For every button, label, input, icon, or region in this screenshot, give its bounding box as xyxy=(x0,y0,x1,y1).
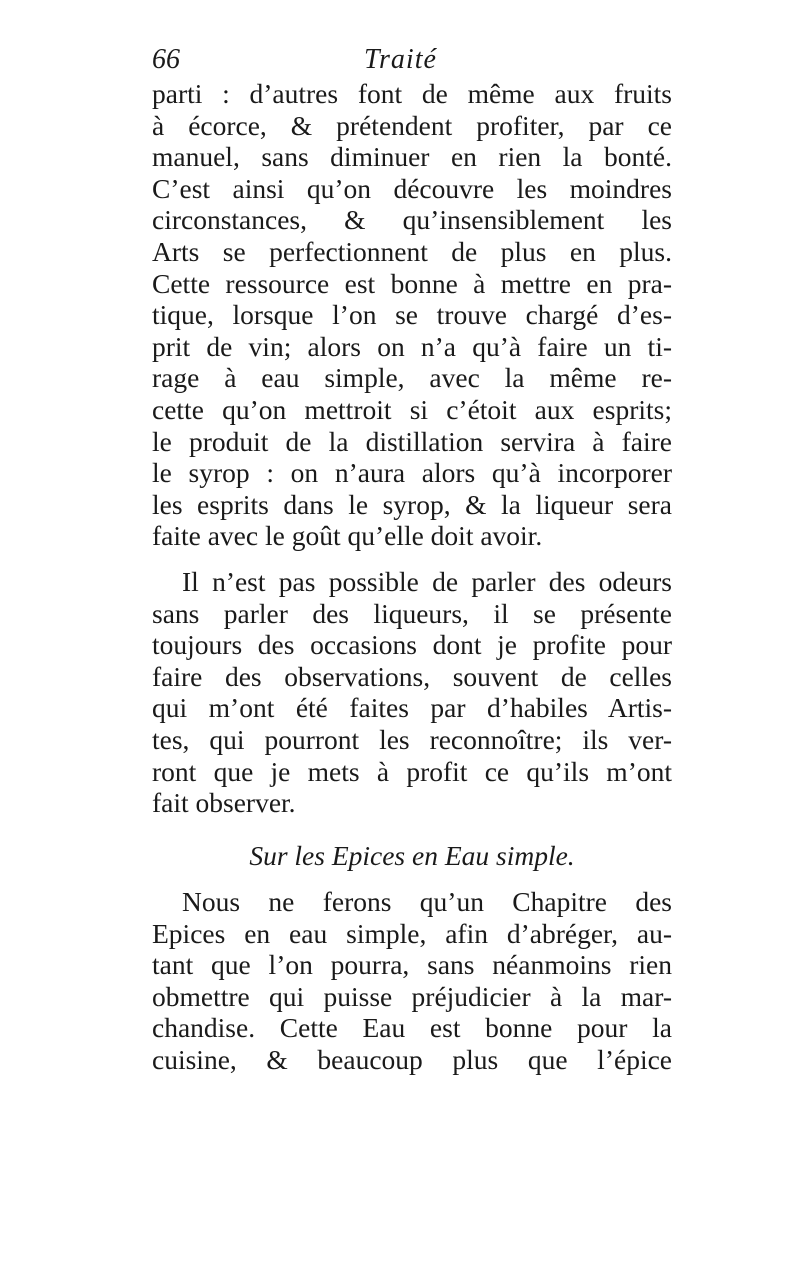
text-line: chandise. Cette Eau est bonne pour la xyxy=(152,1012,672,1044)
text-line: tique, lorsque l’on se trouve chargé d’es- xyxy=(152,299,672,331)
section-heading: Sur les Epices en Eau simple. xyxy=(249,840,575,871)
page-number: 66 xyxy=(152,44,180,75)
running-title: Traité xyxy=(364,44,437,75)
text-line: manuel, sans diminuer en rien la bonté. xyxy=(152,141,672,173)
text-line: rage à eau simple, avec la même re- xyxy=(152,362,672,394)
text-line: Nous ne ferons qu’un Chapitre des xyxy=(182,886,672,917)
text-line: les esprits dans le syrop, & la liqueur sera xyxy=(152,488,672,520)
text-line: parti : d’autres font de même aux fruits xyxy=(152,78,672,109)
text-line: C’est ainsi qu’on découvre les moindres xyxy=(152,172,672,204)
text-line: cette qu’on mettroit si c’étoit aux esprits; xyxy=(152,393,672,425)
text-line: Il n’est pas possible de parler des odeurs xyxy=(182,566,672,597)
text-line: obmettre qui puisse préjudicier à la mar- xyxy=(152,980,672,1012)
text-line: qui m’ont été faites par d’habiles Artis- xyxy=(152,692,672,724)
text-line: le syrop : on n’aura alors qu’à incorporer xyxy=(152,457,672,489)
text-line: Epices en eau simple, afin d’abréger, au- xyxy=(152,917,672,949)
paragraph xyxy=(152,886,672,1076)
text-line: Arts se perfectionnent de plus en plus. xyxy=(152,235,672,267)
text-line: circonstances, & qu’insensiblement les xyxy=(152,204,672,236)
text-line: toujours des occasions dont je profite pour xyxy=(152,629,672,661)
text-line: tes, qui pourront les reconnoître; ils ver- xyxy=(152,723,672,755)
text-line: prit de vin; alors on n’a qu’à faire un ti- xyxy=(152,330,672,362)
text-line: Cette ressource est bonne à mettre en pra- xyxy=(152,267,672,299)
text-line: faite avec le goût qu’elle doit avoir. xyxy=(152,520,543,552)
text-line: le produit de la distillation servira à faire xyxy=(152,425,672,457)
text-line: fait observer. xyxy=(152,787,296,819)
text-line: tant que l’on pourra, sans néanmoins rien xyxy=(152,949,672,981)
text-line: cuisine, & beaucoup plus que l’épice xyxy=(152,1043,672,1075)
text-line: sans parler des liqueurs, il se présente xyxy=(152,597,672,629)
paragraph-continued xyxy=(152,78,672,552)
text-line: ront que je mets à profit ce qu’ils m’ont xyxy=(152,755,672,787)
text-line: à écorce, & prétendent profiter, par ce xyxy=(152,109,672,141)
text-line: faire des observations, souvent de celles xyxy=(152,660,672,692)
paragraph xyxy=(152,566,672,819)
